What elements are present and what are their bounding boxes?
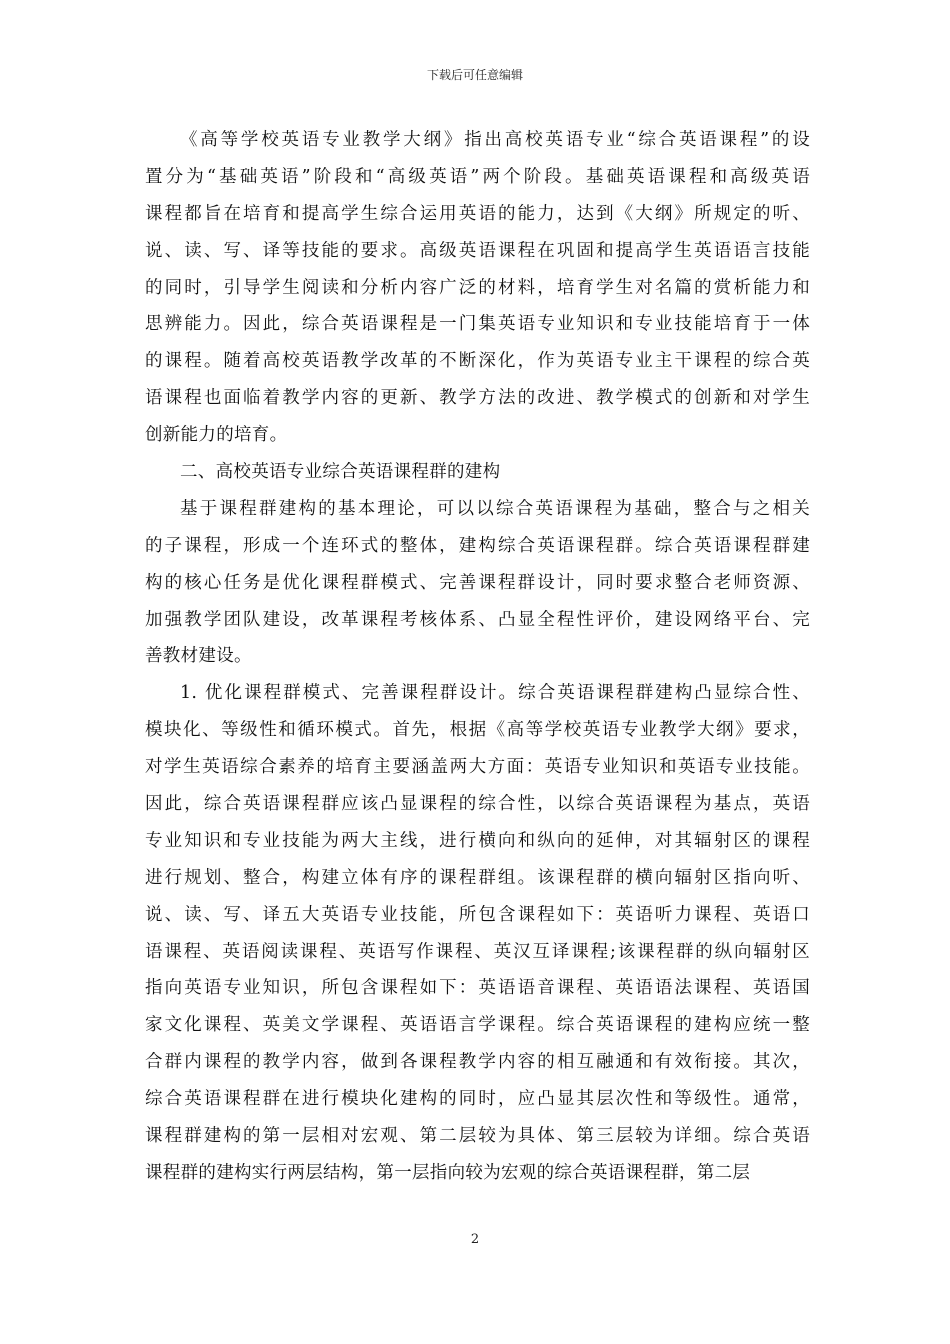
page-number: 2 xyxy=(470,1232,480,1247)
text-line: 语课程也面临着教学内容的更新、教学方法的改进、教学模式的创新和对学生 xyxy=(145,388,810,409)
text-line: 构的核心任务是优化课程群模式、完善课程群设计，同时要求整合老师资源、 xyxy=(145,572,810,593)
text-line: 课程群的建构实行两层结构，第一层指向较为宏观的综合英语课程群，第二层 xyxy=(145,1162,751,1183)
text-line: 语课程、英语阅读课程、英语写作课程、英汉互译课程;该课程群的纵向辐射区 xyxy=(145,941,810,962)
text-line: 模块化、等级性和循环模式。首先，根据《高等学校英语专业教学大纲》要求， xyxy=(145,720,810,741)
text-line: 1. 优化课程群模式、完善课程群设计。综合英语课程群建构凸显综合性、 xyxy=(180,683,810,704)
text-line: 合群内课程的教学内容，做到各课程教学内容的相互融通和有效衔接。其次， xyxy=(145,1052,810,1073)
text-line: 对学生英语综合素养的培育主要涵盖两大方面：英语专业知识和英语专业技能。 xyxy=(145,757,810,778)
text-line: 基于课程群建构的基本理论，可以以综合英语课程为基础，整合与之相关 xyxy=(180,498,810,519)
paragraph xyxy=(145,491,810,675)
text-line: 加强教学团队建设，改革课程考核体系、凸显全程性评价，建设网络平台、完 xyxy=(145,609,810,630)
paragraph xyxy=(145,454,810,491)
text-line: 二、高校英语专业综合英语课程群的建构 xyxy=(180,462,501,483)
text-line: 思辨能力。因此，综合英语课程是一门集英语专业知识和专业技能培育于一体 xyxy=(145,314,810,335)
text-line: 创新能力的培育。 xyxy=(145,425,288,446)
text-line: 进行规划、整合，构建立体有序的课程群组。该课程群的横向辐射区指向听、 xyxy=(145,867,810,888)
text-line: 的课程。随着高校英语教学改革的不断深化，作为英语专业主干课程的综合英 xyxy=(145,351,810,372)
paragraph xyxy=(145,675,810,1191)
text-line: 善教材建设。 xyxy=(145,646,252,667)
text-line: 课程都旨在培育和提高学生综合运用英语的能力，达到《大纲》所规定的听、 xyxy=(145,203,810,224)
text-line: 因此，综合英语课程群应该凸显课程的综合性，以综合英语课程为基点，英语 xyxy=(145,794,810,815)
text-line: 专业知识和专业技能为两大主线，进行横向和纵向的延伸，对其辐射区的课程 xyxy=(145,830,810,851)
text-line: 的同时，引导学生阅读和分析内容广泛的材料，培育学生对名篇的赏析能力和 xyxy=(145,277,810,298)
text-line: 家文化课程、英美文学课程、英语语言学课程。综合英语课程的建构应统一整 xyxy=(145,1015,810,1036)
text-line: 的子课程，形成一个连环式的整体，建构综合英语课程群。综合英语课程群建 xyxy=(145,535,810,556)
page-header: 下载后可任意编辑 xyxy=(426,68,523,82)
text-line: 指向英语专业知识，所包含课程如下：英语语音课程、英语语法课程、英语国 xyxy=(145,978,810,999)
document-body xyxy=(145,122,810,1192)
text-line: 课程群建构的第一层相对宏观、第二层较为具体、第三层较为详细。综合英语 xyxy=(145,1126,810,1147)
text-line: 置分为“基础英语”阶段和“高级英语”两个阶段。基础英语课程和高级英语 xyxy=(145,166,810,187)
text-line: 综合英语课程群在进行模块化建构的同时，应凸显其层次性和等级性。通常， xyxy=(145,1089,810,1110)
text-line: 说、读、写、译等技能的要求。高级英语课程在巩固和提高学生英语语言技能 xyxy=(145,240,810,261)
paragraph xyxy=(145,122,810,454)
text-line: 说、读、写、译五大英语专业技能，所包含课程如下：英语听力课程、英语口 xyxy=(145,904,810,925)
text-line: 《高等学校英语专业教学大纲》指出高校英语专业“综合英语课程”的设 xyxy=(180,130,810,150)
